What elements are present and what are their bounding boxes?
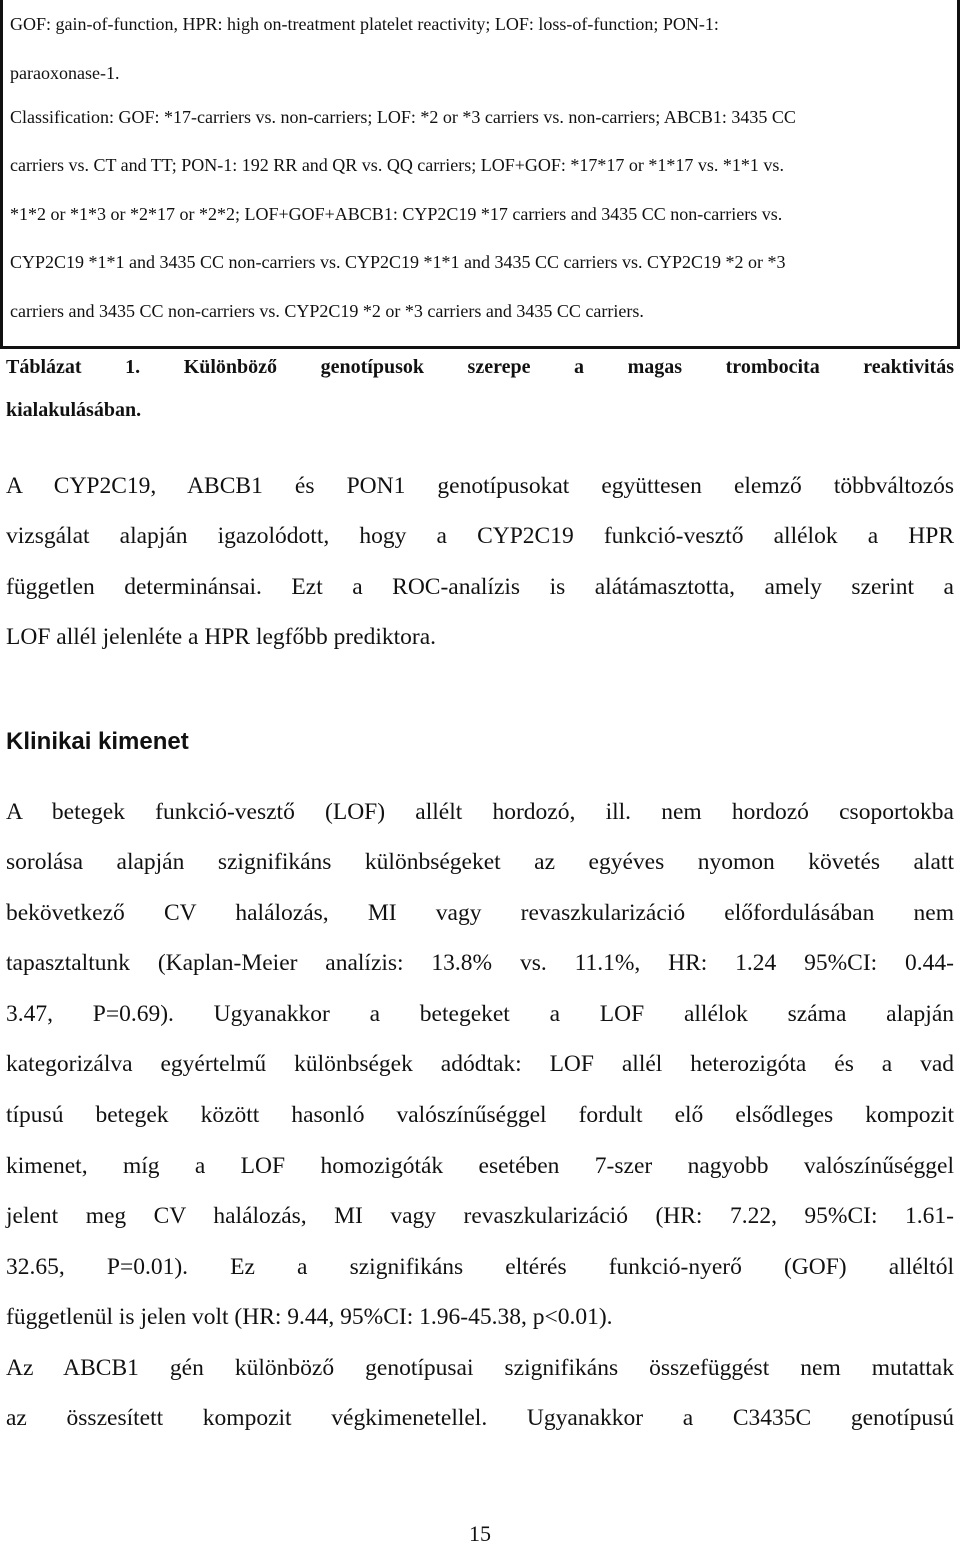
- table-footnote-line: GOF: gain-of-function, HPR: high on-treatment platelet reactivity; LOF: loss-of-function; PON-1:: [10, 14, 719, 34]
- paragraph-line: függetlenül is jelen volt (HR: 9.44, 95%CI: 1.96-45.38, p<0.01).: [6, 1304, 613, 1330]
- paragraph-line: LOF allél jelenléte a HPR legfőbb prediktora.: [6, 624, 437, 650]
- paragraph-line: 32.65, P=0.01). Ez a szignifikáns eltérés funkció-nyerő (GOF) alléltól: [6, 1254, 954, 1280]
- table-footnote-box: [0, 0, 960, 349]
- paragraph-line: A betegek funkció-vesztő (LOF) allélt hordozó, ill. nem hordozó csoportokba: [6, 799, 954, 825]
- paragraph-line: az összesített kompozit végkimenetellel. Ugyanakkor a C3435C genotípusú: [6, 1405, 954, 1431]
- paragraph-line: független determinánsai. Ezt a ROC-analízis is alátámasztotta, amely szerint a: [6, 574, 954, 600]
- paragraph-line: kategorizálva egyértelmű különbségek adódtak: LOF allél heterozigóta és a vad: [6, 1051, 954, 1077]
- paragraph-line: bekövetkező CV halálozás, MI vagy revaszkularizáció előfordulásában nem: [6, 900, 954, 926]
- paragraph-line: jelent meg CV halálozás, MI vagy revaszkularizáció (HR: 7.22, 95%CI: 1.61-: [6, 1203, 954, 1229]
- paragraph-line: típusú betegek között hasonló valószínűséggel fordult elő elsődleges kompozit: [6, 1102, 954, 1128]
- table-caption-line: Táblázat 1. Különböző genotípusok szerepe a magas trombocita reaktivitás: [6, 356, 954, 378]
- table-caption-line: kialakulásában.: [6, 399, 142, 421]
- paragraph-line: A CYP2C19, ABCB1 és PON1 genotípusokat együttesen elemző többváltozós: [6, 473, 954, 499]
- section-heading: Klinikai kimenet: [6, 728, 189, 755]
- table-footnote-line: carriers vs. CT and TT; PON-1: 192 RR and QR vs. QQ carriers; LOF+GOF: *17*17 or *1*17 vs. *1*1 vs.: [10, 155, 784, 175]
- paragraph-line: sorolása alapján szignifikáns különbségeket az egyéves nyomon követés alatt: [6, 849, 954, 875]
- paragraph-line: 3.47, P=0.69). Ugyanakkor a betegeket a LOF allélok száma alapján: [6, 1001, 954, 1027]
- paragraph-line: vizsgálat alapján igazolódott, hogy a CYP2C19 funkció-vesztő allélok a HPR: [6, 523, 954, 549]
- table-footnote-line: Classification: GOF: *17-carriers vs. non-carriers; LOF: *2 or *3 carriers vs. non-carriers; ABCB1: 3435 CC: [10, 107, 796, 127]
- table-footnote-line: paraoxonase-1.: [10, 63, 120, 83]
- paragraph-line: Az ABCB1 gén különböző genotípusai szignifikáns összefüggést nem mutattak: [6, 1355, 954, 1381]
- paragraph-line: kimenet, míg a LOF homozigóták esetében 7-szer nagyobb valószínűséggel: [6, 1153, 954, 1179]
- page-number: 15: [469, 1521, 491, 1546]
- table-footnote-line: *1*2 or *1*3 or *2*17 or *2*2; LOF+GOF+ABCB1: CYP2C19 *17 carriers and 3435 CC non-carriers vs.: [10, 204, 783, 224]
- table-footnote-line: CYP2C19 *1*1 and 3435 CC non-carriers vs. CYP2C19 *1*1 and 3435 CC carriers vs. CYP2C19 *2 or *3: [10, 252, 786, 272]
- table-footnote-line: carriers and 3435 CC non-carriers vs. CYP2C19 *2 or *3 carriers and 3435 CC carriers.: [10, 301, 644, 321]
- paragraph-line: tapasztaltunk (Kaplan-Meier analízis: 13.8% vs. 11.1%, HR: 1.24 95%CI: 0.44-: [6, 950, 954, 976]
